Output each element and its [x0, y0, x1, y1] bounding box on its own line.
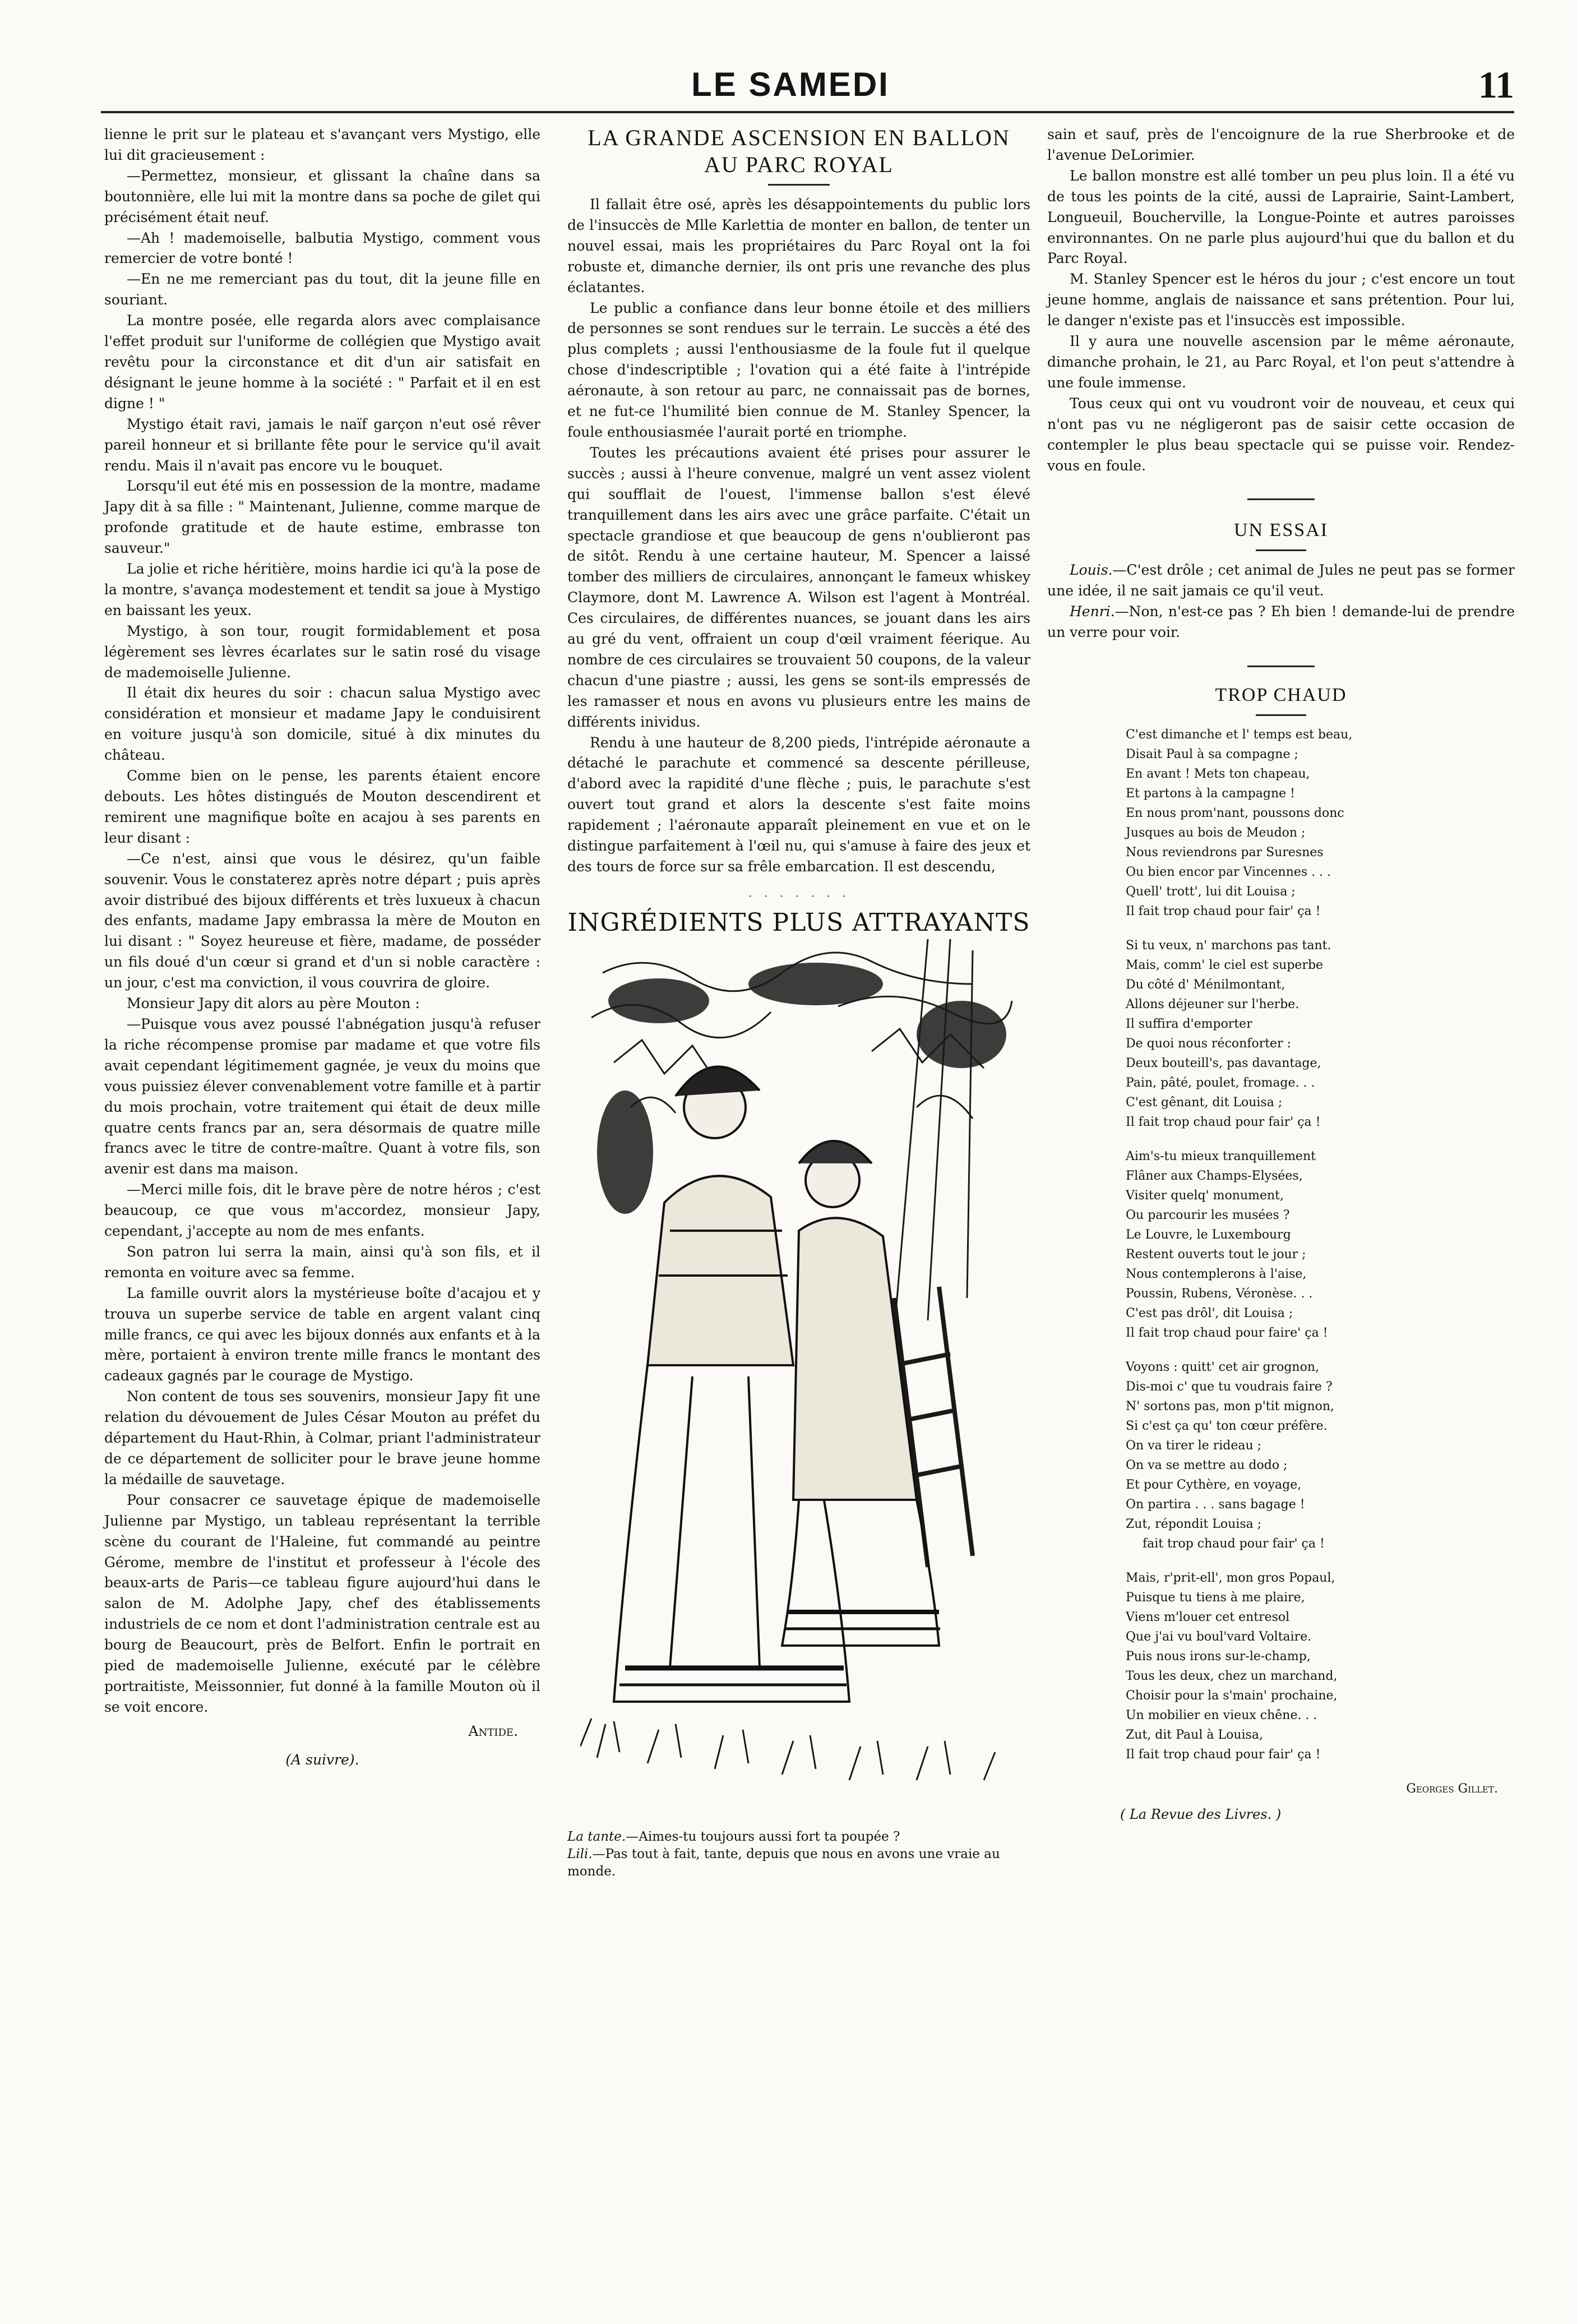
- story-paragraph: Monsieur Japy dit alors au père Mouton :: [127, 995, 420, 1012]
- poem-line: C'est gênant, dit Louisa ;: [1126, 1096, 1283, 1110]
- dialog-line: [1047, 602, 1515, 643]
- essai-dialog: [1047, 560, 1515, 643]
- story-paragraph: Lorsqu'il eut été mis en possession de la montre, madame Japy dit à sa fille : " Maintenant, Julienne, comme marque de profonde gratitude et de haute estime, embrasse ton sauveur.": [104, 478, 540, 557]
- poem-author: Georges Gillet.: [1406, 1782, 1498, 1796]
- header-rule: [101, 111, 1514, 113]
- poem-line: Le Louvre, le Luxembourg: [1126, 1228, 1291, 1242]
- poem-stanza: [1126, 936, 1515, 1132]
- column-misc: [1047, 124, 1515, 1825]
- poem-line: Zut, répondit Louisa ;: [1126, 1517, 1262, 1532]
- article-title: [567, 124, 1030, 178]
- poem-line: Zut, dit Paul à Louisa,: [1126, 1728, 1263, 1743]
- title-rule: [768, 184, 830, 186]
- poem-line: En nous prom'nant, poussons donc: [1126, 806, 1344, 821]
- poem-line: Et pour Cythère, en voyage,: [1126, 1478, 1302, 1493]
- article-paragraph: Le ballon monstre est allé tomber un peu plus loin. Il a été vu de tous les points de la cité, aussi de Laprairie, Saint-Lambert, Longueuil, Boucherville, la Longue-Pointe et autres paroisses environnantes. On ne parle plus aujourd'hui que du ballon et du Parc Royal.: [1047, 167, 1515, 267]
- dialog-speaker: Louis.: [1070, 562, 1113, 579]
- story-paragraph: Pour consacrer ce sauvetage épique de mademoiselle Julienne par Mystigo, un tableau représentant la terrible scène du courant de l'Haleine, fut commandé au peintre Gérome, membre de l'institut et professeur à l'école des beaux-arts de Paris—ce tableau figure aujourd'hui dans le salon de M. Adolphe Japy, chef des établissements industriels de ce nom et dont l'administration centrale est au bourg de Beaucourt, près de Belfort. Enfin le portrait en pied de mademoiselle Julienne, exécuté par le célèbre portraitiste, Meissonnier, fut donné à la famille Mouton où il se voit encore.: [104, 1491, 540, 1715]
- poem-line: Il suffira d'emporter: [1126, 1017, 1252, 1032]
- article-paragraph: Il y aura une nouvelle ascension par le même aéronaute, dimanche prohain, le 21, au Parc Royal, et l'on peut s'attendre à une foule immense.: [1047, 333, 1515, 391]
- story-paragraph: lienne le prit sur le plateau et s'avançant vers Mystigo, elle lui dit gracieusement :: [104, 126, 540, 163]
- caption-speaker: La tante.: [567, 1829, 626, 1844]
- to-be-continued: (A suivre).: [285, 1751, 359, 1768]
- poem-line: C'est dimanche et l' temps est beau,: [1126, 728, 1353, 742]
- poem-line: Il fait trop chaud pour fair' ça !: [1126, 1748, 1321, 1762]
- story-paragraph: Mystigo, à son tour, rougit formidablement et posa légèrement ses lèvres écarlates sur le satin rosé du visage de mademoiselle Julienne.: [104, 622, 540, 681]
- poem-line: Ou bien encor par Vincennes . . .: [1126, 865, 1331, 880]
- poem-line: Deux bouteill's, pas davantage,: [1126, 1056, 1321, 1071]
- poem-line: Restent ouverts tout le jour ;: [1126, 1248, 1306, 1262]
- poem-line: Il fait trop chaud pour fair' ça !: [1126, 1115, 1321, 1130]
- article-paragraph: Rendu à une hauteur de 8,200 pieds, l'intrépide aéronaute a détaché le parachute et commencé sa descente périlleuse, d'abord avec la rapidité d'une flèche ; puis, le parachute s'est ouvert tout grand et alors la descente s'est faite moins rapidement ; l'aéronaute apparaît pleinement en vue et on le distingue parfaitement à l'œil nu, qui s'amuse à faire des jeux et des tours de force sur sa frêle embarcation. Il est descendu,: [567, 734, 1030, 875]
- poem-line: Viens m'louer cet entresol: [1126, 1610, 1290, 1625]
- poem-line: En avant ! Mets ton chapeau,: [1126, 767, 1310, 782]
- poem-line: Il fait trop chaud pour faire' ça !: [1126, 1326, 1328, 1341]
- story-paragraph: Non content de tous ses souvenirs, monsieur Japy fit une relation du dévouement de Jules César Mouton au préfet du département du Haut-Rhin, à Colmar, priant l'administrateur de ce département de solliciter pour le brave jeune homme la médaille de sauvetage.: [104, 1388, 540, 1487]
- poem-line: Mais, comm' le ciel est superbe: [1126, 958, 1324, 973]
- poem-line: Il fait trop chaud pour fair' ça !: [1126, 904, 1321, 919]
- story-paragraph: —En ne me remerciant pas du tout, dit la jeune fille en souriant.: [104, 271, 540, 308]
- article-title-line: LA GRANDE ASCENSION EN BALLON: [588, 125, 1010, 150]
- article-title-line: AU PARC ROYAL: [704, 152, 894, 177]
- story-paragraph: —Permettez, monsieur, et glissant la chaîne dans sa boutonnière, elle lui mit la montre dans sa poche de gilet qui précisément était neuf.: [104, 167, 540, 225]
- poem-line: Du côté d' Ménilmontant,: [1126, 978, 1285, 992]
- poem-line: Visiter quelq' monument,: [1126, 1189, 1284, 1203]
- illustration-title: INGRÉDIENTS PLUS ATTRAYANTS: [567, 908, 1030, 937]
- story-paragraph: La montre posée, elle regarda alors avec complaisance l'effet produit sur l'uniforme de collégien que Mystigo avait revêtu pour la circonstance et dit d'un air satisfait en désignant le jeune homme à la société : " Parfait et il en est digne ! ": [104, 312, 540, 412]
- section-rule: [1247, 498, 1315, 500]
- story-paragraph: —Merci mille fois, dit le brave père de notre héros ; c'est beaucoup, ce que vous m'accordez, monsieur Japy, cependant, j'accepte au nom de mes enfants.: [104, 1181, 540, 1240]
- poem-line: Choisir pour la s'main' prochaine,: [1126, 1689, 1338, 1703]
- poem-line: Dis-moi c' que tu voudrais faire ?: [1126, 1380, 1333, 1394]
- story-paragraph: —Ah ! mademoiselle, balbutia Mystigo, comment vous remercier de votre bonté !: [104, 229, 540, 267]
- poem-line: Disait Paul à sa compagne ;: [1126, 747, 1298, 762]
- page-number: 11: [1478, 63, 1514, 106]
- poem-stanza: [1126, 725, 1515, 921]
- newspaper-title: LE SAMEDI: [691, 66, 890, 103]
- illustration-caption: [567, 1828, 1030, 1881]
- poem-line: Jusques au bois de Meudon ;: [1126, 826, 1306, 840]
- article-paragraph: Toutes les précautions avaient été prises pour assurer le succès ; aussi à l'heure convenue, malgré un vent assez violent qui soufflait de l'ouest, l'immense ballon s'est élevé tranquillement dans les airs avec une grâce parfaite. C'était un spectacle grandiose et que beaucoup de gens n'oublieront pas de sitôt. Rendu à une certaine hauteur, M. Spencer a laissé tomber des milliers de circulaires, annonçant le fameux whiskey Claymore, dont M. Lawrence A. Wilson est l'agent à Montréal. Ces circulaires, de différentes nuances, se jouant dans les airs au gré du vent, offraient un coup d'œil vraiment féerique. Au nombre de ces circulaires se trouvaient 50 coupons, de la valeur chacun d'une piastre ; aussi, les gens se sont-ils empressés de les ramasser et nous en avons vu plusieurs entre les mains de différents inividus.: [567, 444, 1030, 730]
- article-paragraph: Le public a confiance dans leur bonne étoile et des milliers de personnes se sont rendues sur le terrain. Le succès a été des plus complets ; aussi l'enthousiasme de la foule fut il quelque chose d'indescriptible ; l'ovation qui a été faite à l'intrépide aéronaute, à son retour au parc, ne connaissait pas de bornes, et ne fut-ce l'humilité bien connue de M. Stanley Spencer, la foule enthousiasmée l'aurait porté en triomphe.: [567, 299, 1030, 440]
- poem-line: Aim's-tu mieux tranquillement: [1126, 1149, 1316, 1164]
- story-paragraph: Comme bien on le pense, les parents étaient encore debouts. Les hôtes distingués de Mouton descendirent et remirent une magnifique boîte en acajou à ses parents en leur disant :: [104, 768, 540, 846]
- story-paragraph: —Puisque vous avez poussé l'abnégation jusqu'à refuser la riche récompense promise par madame et que votre fils avait cependant légitimement gagnée, je veux du moins que vous puissiez élever convenablement votre famille et à partir du mois prochain, votre traitement qui était de deux mille quatre cents francs par an, sera désormais de quatre mille francs avec le titre de contre-maître. Quant à votre fils, son avenir est dans ma maison.: [104, 1015, 540, 1177]
- poem-line: Nous contemplerons à l'aise,: [1126, 1267, 1307, 1282]
- poem-line: C'est pas drôl', dit Louisa ;: [1126, 1306, 1293, 1321]
- story-paragraph: Il était dix heures du soir : chacun salua Mystigo avec considération et monsieur et madame Japy le conduisirent en voiture jusqu'à son domicile, situé à dix minutes du château.: [104, 685, 540, 764]
- story-paragraph: La jolie et riche héritière, moins hardie ici qu'à la pose de la montre, s'avança modestement et tendit sa joue à Mystigo en baissant les yeux.: [104, 561, 540, 618]
- story-paragraph: —Ce n'est, ainsi que vous le désirez, qu'un faible souvenir. Vous le constaterez après notre départ ; puis après avoir distribué des bijoux différents et très luxueux à chacun des enfants, madame Japy embrassa la mère de Mouton en lui disant : " Soyez heureuse et fière, madame, de posséder un fils doué d'un cœur si grand et d'un si noble caractère : un jour, c'est ma conviction, il vous couvrira de gloire.: [104, 850, 540, 991]
- poem-line: Allons déjeuner sur l'herbe.: [1126, 997, 1299, 1012]
- article-paragraph: M. Stanley Spencer est le héros du jour ; c'est encore un tout jeune homme, anglais de naissance et sans prétention. Pour lui, le danger n'existe pas et l'insuccès est impossible.: [1047, 271, 1515, 329]
- poem-line: Ou parcourir les musées ?: [1126, 1208, 1290, 1223]
- caption-speaker: Lili.: [567, 1846, 593, 1861]
- column-balloon: [567, 124, 1030, 1881]
- story-paragraph: Mystigo était ravi, jamais le naïf garçon n'eut osé rêver pareil honneur et si brillante fête pour le service qu'il avait rendu. Mais il n'avait pas encore vu le bouquet.: [104, 415, 540, 474]
- poem-line: Si tu veux, n' marchons pas tant.: [1126, 939, 1331, 953]
- poem-line: Voyons : quitt' cet air grognon,: [1126, 1360, 1319, 1375]
- section-rule: [1247, 666, 1315, 667]
- article-paragraph: sain et sauf, près de l'encoignure de la rue Sherbrooke et de l'avenue DeLorimier.: [1047, 126, 1515, 163]
- poem-line: On partira . . . sans bagage !: [1126, 1498, 1305, 1512]
- poem-stanza: [1126, 1357, 1515, 1554]
- poem-line: On va se mettre au dodo ;: [1126, 1458, 1288, 1473]
- story-paragraph: La famille ouvrit alors la mystérieuse boîte d'acajou et y trouva un superbe service de table en argent valant cinq mille francs, ce qui avec les bijoux donnés aux enfants et à la mère, portaient à environ trente mille francs le montant des cadeaux gagnés par le courage de Mystigo.: [104, 1285, 540, 1384]
- poem-line: fait trop chaud pour fair' ça !: [1143, 1537, 1325, 1551]
- dialog-line: [1047, 560, 1515, 602]
- poem-line: Si c'est ça qu' ton cœur préfère.: [1126, 1419, 1328, 1434]
- poem-line: N' sortons pas, mon p'tit mignon,: [1126, 1399, 1335, 1414]
- caption-text: —Aimes-tu toujours aussi fort ta poupée ?: [626, 1829, 900, 1844]
- caption-line: [567, 1828, 1030, 1846]
- story-signature: Antide.: [468, 1722, 518, 1739]
- poem: [1126, 725, 1515, 1764]
- poem-line: De quoi nous réconforter :: [1126, 1037, 1292, 1051]
- poem-stanza: [1126, 1147, 1515, 1343]
- poem-line: Nous reviendrons par Suresnes: [1126, 845, 1324, 860]
- caption-line: [567, 1846, 1030, 1881]
- title-rule: [1256, 549, 1306, 551]
- poem-line: Flâner aux Champs-Elysées,: [1126, 1169, 1303, 1184]
- section-divider: · · · · · · ·: [748, 888, 850, 904]
- poem-line: Mais, r'prit-ell', mon gros Popaul,: [1126, 1571, 1335, 1586]
- poem-line: Que j'ai vu boul'vard Voltaire.: [1126, 1630, 1312, 1644]
- caption-text: —Pas tout à fait, tante, depuis que nous en avons une vraie au monde.: [567, 1846, 1000, 1879]
- poem-line: Un mobilier en vieux chêne. . .: [1126, 1708, 1317, 1723]
- dialog-speaker: Henri.: [1070, 603, 1115, 620]
- poem-source: ( La Revue des Livres. ): [1120, 1806, 1282, 1822]
- engraving-illustration: [580, 939, 1018, 1825]
- poem-line: Et partons à la campagne !: [1126, 787, 1296, 801]
- dialog-text: —Non, n'est-ce pas ? Eh bien ! demande-lui de prendre un verre pour voir.: [1047, 603, 1515, 641]
- poem-title: TROP CHAUD: [1215, 685, 1347, 706]
- poem-line: Puis nous irons sur-le-champ,: [1126, 1650, 1311, 1664]
- column-story: [104, 124, 540, 1771]
- title-rule: [1256, 714, 1306, 716]
- poem-line: Pain, pâté, poulet, fromage. . .: [1126, 1076, 1315, 1091]
- poem-line: Puisque tu tiens à me plaire,: [1126, 1591, 1305, 1605]
- article-paragraph: Il fallait être osé, après les désappointements du public lors de l'insuccès de Mlle Karlettia de monter en ballon, de tenter un nouvel essai, mais les propriétaires du Parc Royal ont la foi robuste et, dimanche dernier, ils ont pris une revanche des plus éclatantes.: [567, 196, 1030, 295]
- poem-line: Quell' trott', lui dit Louisa ;: [1126, 885, 1296, 899]
- poem-stanza: [1126, 1568, 1515, 1764]
- poem-line: On va tirer le rideau ;: [1126, 1439, 1262, 1453]
- poem-line: Poussin, Rubens, Véronèse. . .: [1126, 1287, 1313, 1301]
- dialog-text: —C'est drôle ; cet animal de Jules ne peut pas se former une idée, il ne sait jamais ce qu'il veut.: [1047, 562, 1515, 599]
- article-paragraph: Tous ceux qui ont vu voudront voir de nouveau, et ceux qui n'ont pas vu ne négligeront pas de saisir cette occasion de contempler le plus beau spectacle qui se puisse voir. Rendez-vous en foule.: [1047, 395, 1515, 474]
- story-paragraph: Son patron lui serra la main, ainsi qu'à son fils, et il remonta en voiture avec sa femme.: [104, 1243, 540, 1281]
- poem-line: Tous les deux, chez un marchand,: [1126, 1669, 1338, 1684]
- essai-title: UN ESSAI: [1233, 520, 1329, 541]
